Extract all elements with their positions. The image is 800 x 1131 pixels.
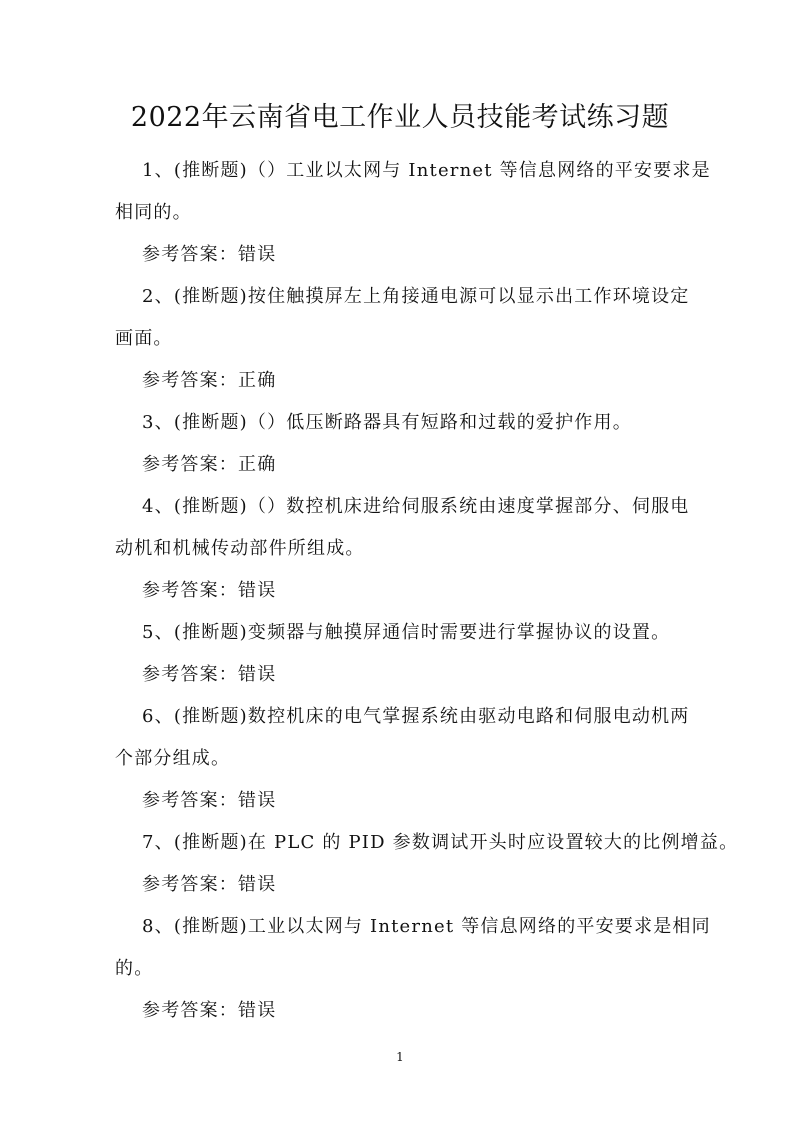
question-3-line-1: 3、(推断题)（）低压断路器具有短路和过载的爱护作用。 bbox=[142, 412, 632, 433]
question-4-line-1: 4、(推断题)（）数控机床进给伺服系统由速度掌握部分、伺服电 bbox=[142, 496, 690, 517]
question-3-answer: 参考答案：正确 bbox=[142, 454, 277, 475]
question-2-answer: 参考答案：正确 bbox=[142, 370, 277, 391]
question-1-line-1: 1、(推断题)（）工业以太网与 Internet 等信息网络的平安要求是 bbox=[142, 160, 711, 181]
question-5-answer: 参考答案：错误 bbox=[142, 664, 277, 685]
page-number: 1 bbox=[396, 1050, 404, 1064]
question-4-answer: 参考答案：错误 bbox=[142, 580, 277, 601]
question-6-answer: 参考答案：错误 bbox=[142, 790, 277, 811]
question-2-line-1: 2、(推断题)按住触摸屏左上角接通电源可以显示出工作环境设定 bbox=[142, 286, 690, 307]
question-7-line-1: 7、(推断题)在 PLC 的 PID 参数调试开头时应设置较大的比例增益。 bbox=[142, 832, 739, 853]
question-5-line-1: 5、(推断题)变频器与触摸屏通信时需要进行掌握协议的设置。 bbox=[142, 622, 671, 643]
question-1-line-2: 相同的。 bbox=[115, 202, 192, 223]
question-8-line-2: 的。 bbox=[115, 958, 154, 979]
question-8-answer: 参考答案：错误 bbox=[142, 1000, 277, 1021]
question-2-line-2: 画面。 bbox=[115, 328, 173, 349]
question-1-answer: 参考答案：错误 bbox=[142, 244, 277, 265]
question-4-line-2: 动机和机械传动部件所组成。 bbox=[115, 538, 365, 559]
question-8-line-1: 8、(推断题)工业以太网与 Internet 等信息网络的平安要求是相同 bbox=[142, 916, 711, 937]
question-6-line-2: 个部分组成。 bbox=[115, 748, 231, 769]
question-6-line-1: 6、(推断题)数控机床的电气掌握系统由驱动电路和伺服电动机两 bbox=[142, 706, 690, 727]
question-7-answer: 参考答案：错误 bbox=[142, 874, 277, 895]
page-title: 2022年云南省电工作业人员技能考试练习题 bbox=[130, 102, 670, 133]
